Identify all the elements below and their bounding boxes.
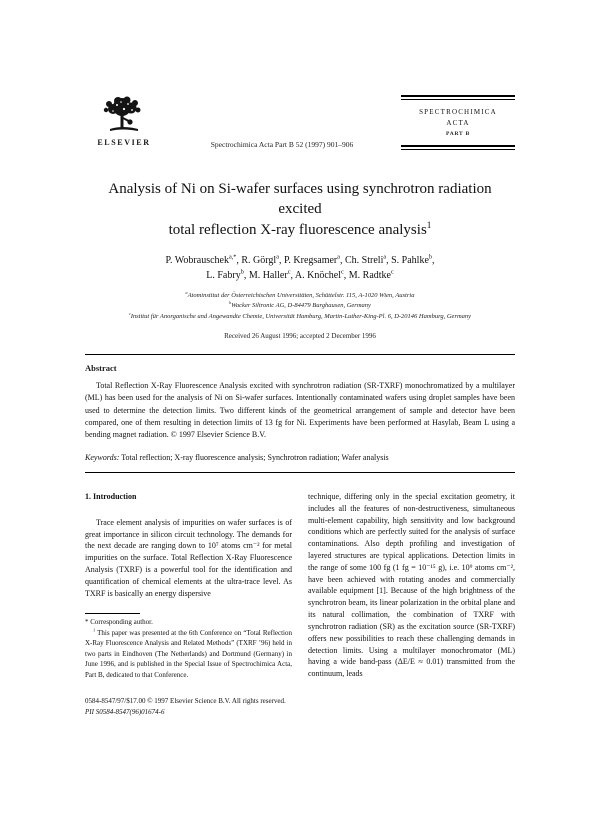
- author-list: [85, 253, 515, 283]
- elsevier-tree-icon: [85, 95, 163, 137]
- received-dates: Received 26 August 1996; accepted 2 December 1996: [224, 331, 376, 340]
- copyright-footer: [85, 696, 292, 718]
- corresponding-author-note: * Corresponding author.: [85, 618, 153, 627]
- journal-name: SPECTROCHIMICA ACTA: [419, 108, 497, 127]
- journal-box: [401, 95, 515, 150]
- footnote-1: $^1$ This paper was presented at the 6th Conference on “Total Reflection X-Ray Fluorescence Analysis and Related Methods” (TXRF ’96) held in two parts in Eindhoven (The Netherlands) and Dortmund (Germany) in June 1996, and is published in the Special Issue of Spectrochimica Acta, Part B, dedicated to that Conference.: [85, 627, 292, 679]
- journal-part-label: PART B: [445, 131, 471, 137]
- footnote-block: [85, 613, 292, 680]
- elsevier-logo: [85, 95, 163, 147]
- journal-box-top-rule: [401, 95, 515, 100]
- journal-box-bottom-rule: [401, 145, 515, 150]
- body-columns: [85, 491, 515, 718]
- footnote-rule: [85, 613, 140, 614]
- section-heading-introduction: 1. Introduction: [85, 491, 137, 501]
- intro-paragraph: Trace element analysis of impurities on wafer surfaces is of great importance in silicon circuit technology. The demands for the next decade are ranging down to 10⁷ atoms cm⁻² for metal impurities on the surface. Total Reflection X-Ray Fluorescence Analysis (TXRF) is a powerful tool for the identification and quantification of chemical elements at the ultra-trace level. As TXRF is basically an energy dispersive: [85, 517, 292, 598]
- body-paragraph-continued: technique, differing only in the special excitation geometry, it includes all the features of non-destructiveness, simultaneous multi-element capability, high sensitivity and low background conditions which are perfectly suited for the analysis of surface contaminations. Also depth profiling and investigation of layered structures are typical applications. Detection limits in the range of some 100 fg (1 fg = 10⁻¹⁵ g), i.e. 10⁹ atoms cm⁻², have been achieved with rotating anodes and commercially available equipment [1]. Because of the high brightness of the synchrotron beam, its linear polarization in the orbital plane and its natural collimation, the combination of TXRF with synchrotron radiation (SR) as the excitation source (SR-TXRF) offers new possibilities to reach these challenging demands in detection limits. Using a multilayer monochromator (ML) having a wide band-pass (ΔE/E ≈ 0.01) transmitted from the continuum, leads: [308, 491, 515, 679]
- journal-citation: Spectrochimica Acta Part B 52 (1997) 901–906: [210, 140, 354, 149]
- page-header: [85, 95, 515, 157]
- affiliation-line: $^a$Atominstitut der Österreichischen Universitäten, Schüttelstr. 115, A-1020 Wien, Austria: [185, 289, 415, 299]
- pii-line: PII S0584-8547(96)01674-6: [85, 708, 165, 717]
- keywords-label: Keywords:: [85, 452, 120, 462]
- abstract-text: Total Reflection X-Ray Fluorescence Analysis excited with synchrotron radiation (SR-TXRF) monochromatized by a multilayer (ML) has been used for the analysis of Ni on Si-wafer surfaces. Intentionally contaminated wafers using droplet samples have been used to determine the detection limits. Two different kinds of the geometrical arrangement of sample and detector have been compared, one of them resulting in detection limits of 13 fg for Ni. Experiments have been performed at Hasylab, Beam L using a bending magnet radiation. © 1997 Elsevier Science B.V.: [85, 380, 515, 440]
- abstract-heading: Abstract: [85, 362, 117, 373]
- footnote-1-marker: 1: [93, 627, 96, 633]
- author-line: P. Wobrauschek$^{a,*}$, R. Görgl$^a$, P. Kregsamer$^a$, Ch. Streli$^a$, S. Pahlke$^b$,: [165, 253, 435, 266]
- author-line: L. Fabry$^b$, M. Haller$^c$, A. Knöchel$^c$, M. Radtke$^c$: [206, 268, 394, 281]
- keywords-text: Total reflection; X-ray fluorescence analysis; Synchrotron radiation; Wafer analysis: [119, 452, 389, 462]
- left-column: [85, 491, 292, 718]
- affiliation-line: $^c$Institut für Anorganische und Angewandte Chemie, Universität Hamburg, Martin-Luther-King-Pl. 6, D-20146 Hamburg, Germany: [128, 311, 472, 321]
- copyright-line: 0584-8547/97/$17.00 © 1997 Elsevier Science B.V. All rights reserved.: [85, 697, 286, 706]
- article-title: Analysis of Ni on Si-wafer surfaces using synchrotron radiation excited total reflection X-ray fluorescence analysis$^1$: [108, 181, 492, 238]
- keywords-line: [85, 453, 515, 462]
- right-column: [308, 491, 515, 718]
- abstract-bottom-rule: [85, 472, 515, 473]
- affiliation-line: $^b$Wacker Siltronic AG, D-84479 Burghausen, Germany: [229, 300, 371, 310]
- affiliations: [85, 291, 515, 323]
- abstract-top-rule: [85, 354, 515, 355]
- title-footnote-marker: 1: [426, 220, 432, 231]
- elsevier-wordmark: ELSEVIER: [97, 138, 151, 147]
